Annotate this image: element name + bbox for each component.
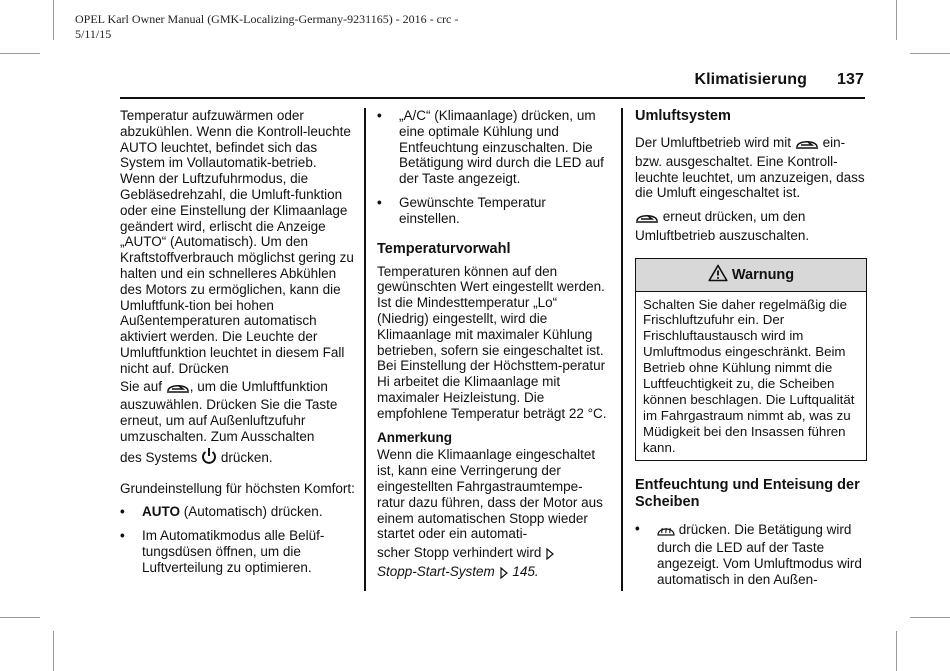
defrost-icon [657,521,675,541]
power-icon [201,447,217,469]
paragraph: Sie auf , um die Umluftfunktion auszuwählen. Drücken Sie die Taste erneut, um auf Außenluftzufuhr umzuschalten. Zum Ausschalten [120,378,338,444]
note-text: scher Stopp verhindert wird Stopp-Start-System 145. [377,545,609,583]
crop-mark [910,617,950,618]
warning-header [636,259,866,292]
page-number: 137 [837,71,864,88]
section-heading: Entfeuchtung und Enteisung der Scheiben [635,476,860,510]
column-1 [120,108,355,584]
header-rule [120,97,865,99]
crop-mark [910,53,950,54]
section-heading: Temperaturvorwahl [377,240,511,257]
arrow-ref-icon [545,548,555,564]
list-item: • drücken. Die Betätigung wird durch die LED auf der Taste angezeigt. Vom Umluftmodus wird automatisch in den Außen- [635,520,862,588]
note-text: Wenn die Klimaanlage eingeschaltet ist, kann eine Verringerung der eingestellten Fahrgastraumtempe-ratur dazu führen, dass der Motor aus einem automatischen Stopp wieder startet oder ein automati- [377,447,603,542]
meta-line-2: 5/11/15 [75,27,112,41]
list-item: • „A/C“ (Klimaanlage) drücken, um eine optimale Kühlung und Entfeuchtung einzuschalten. Die Betätigung wird durch die LED auf der Taste angezeigt. [377,108,604,187]
list-item: • AUTO (Automatisch) drücken. [120,504,323,520]
column-divider [621,108,623,591]
crop-mark [53,631,54,671]
warning-text: Schalten Sie daher regelmäßig die Frischluftzufuhr ein. Der Frischluftaustausch wird im Umluftmodus eingeschränkt. Beim Betrieb ohne Kühlung nimmt die Luftfeuchtigkeit zu, die Scheiben können beschlagen. Die Luftqualität im Fahrgastraum nimmt ab, was zu Müdigkeit bei den Insassen führen kann. [643,296,855,455]
running-header [694,71,864,89]
recirculation-icon [635,210,659,228]
warning-body [636,292,866,460]
paragraph: erneut drücken, um den Umluftbetrieb auszuschalten. [635,209,810,243]
paragraph: des Systems drücken. [120,447,355,469]
section-title: Klimatisierung [694,71,807,88]
list-item: • Im Automatikmodus alle Belüf-tungsdüsen öffnen, um die Luftverteilung zu optimieren. [120,528,325,575]
recirculation-icon [166,380,190,398]
paragraph: Grundeinstellung für höchsten Komfort: [120,480,355,496]
arrow-ref-icon [499,567,509,583]
recirculation-icon [795,136,819,154]
warning-title: Warnung [731,266,795,283]
cross-reference[interactable]: Stopp-Start-System 145. [377,564,539,579]
column-divider [364,108,366,591]
crop-mark [896,0,897,40]
section-heading: Umluftsystem [635,108,731,124]
note-title: Anmerkung [377,429,453,445]
crop-mark [896,631,897,671]
column-2 [377,108,609,591]
crop-mark [53,0,54,40]
list-item: • Gewünschte Temperatur einstellen. [377,194,546,226]
meta-line-1: OPEL Karl Owner Manual (GMK-Localizing-Germany-9231165) - 2016 - crc - [75,12,459,26]
column-3 [635,108,867,596]
warning-triangle-icon [708,264,728,287]
warning-box [635,258,867,461]
crop-mark [0,617,40,618]
paragraph: Der Umluftbetrieb wird mit ein- bzw. ausgeschaltet. Eine Kontroll-leuchte leuchtet, um anzuzeigen, dass die Umluft eingeschaltet ist. [635,135,865,201]
paragraph: Temperaturen können auf den gewünschten Wert eingestellt werden. Ist die Mindesttemperatur „Lo“ (Niedrig) eingestellt, wird die Klimaanlage mit maximaler Kühlung betrieben, sofern sie eingeschaltet ist. Bei Einstellung der Höchsttem-peratur Hi arbeitet die Klimaanlage mit maximaler Heizleistung. Die empfohlene Temperatur beträgt 22 °C. [377,263,607,421]
document-meta [75,12,505,42]
paragraph: Temperatur aufzuwärmen oder abzukühlen. Wenn die Kontroll-leuchte AUTO leuchtet, befindet sich das System im Vollautomatik-betrieb. Wenn der Luftzufuhrmodus, die Gebläsedrehzahl, die Umluft-funktion oder eine Einstellung der Klimaanlage geändert wird, erlischt die Anzeige „AUTO“ (Automatisch). Um den Kraftstoffverbrauch möglichst gering zu halten und ein schnelleres Abkühlen des Motors zu ermöglichen, kann die Umluftfunk-tion bei hohen Außentemperaturen automatisch aktiviert werden. Die Leuchte der Umluftfunktion leuchtet in diesem Fall nicht auf. Drücken [120,108,354,376]
crop-mark [0,53,40,54]
